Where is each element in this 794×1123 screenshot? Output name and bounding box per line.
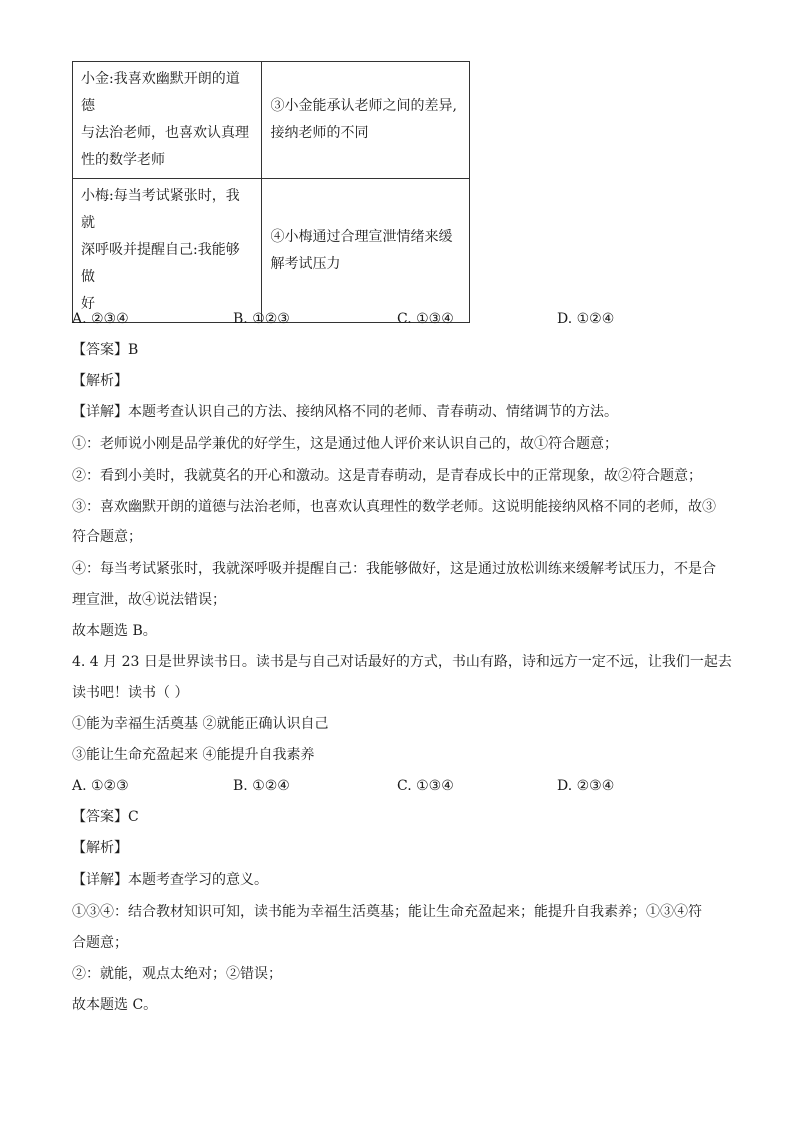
q4-statement-line: ③能让生命充盈起来 ④能提升自我素养 <box>72 747 315 763</box>
cell-text: 深呼吸并提醒自己:我能够做 <box>81 242 240 285</box>
q4-statement-line: ①能为幸福生活奠基 ②就能正确认识自己 <box>72 716 329 732</box>
q4-analysis-heading: 【解析】 <box>72 840 128 856</box>
cell-text: 好 <box>81 296 95 312</box>
q4-detail-line: 【详解】本题考查学习的意义。 <box>72 872 268 888</box>
q3-option-d: D. ①②④ <box>557 311 615 327</box>
cell-text: 小梅:每当考试紧张时，我就 <box>81 188 240 231</box>
cell-text: 接纳老师的不同 <box>270 125 369 141</box>
q3-detail-line: ③：喜欢幽默开朗的道德与法治老师，也喜欢认真理性的数学老师。这说明能接纳风格不同的老师，故③ <box>72 499 716 515</box>
q3-answer: 【答案】B <box>72 342 139 358</box>
table-cell <box>73 62 262 179</box>
q3-analysis-heading: 【解析】 <box>72 373 128 389</box>
table-row <box>73 179 470 323</box>
q3-option-a: A. ②③④ <box>72 311 129 327</box>
q4-answer: 【答案】C <box>72 809 139 825</box>
q4-detail-line: ②：就能，观点太绝对；②错误； <box>72 966 282 982</box>
q3-detail-line: ①：老师说小刚是品学兼优的好学生，这是通过他人评价来认识自己的，故①符合题意； <box>72 436 618 452</box>
q4-option-d: D. ②③④ <box>557 778 615 794</box>
q3-option-c: C. ①③④ <box>397 311 454 327</box>
q4-conclusion: 故本题选 C。 <box>72 997 158 1013</box>
q3-conclusion: 故本题选 B。 <box>72 623 157 639</box>
cell-text: 与法治老师，也喜欢认真理 <box>81 125 249 141</box>
q3-option-b: B. ①②③ <box>233 311 290 327</box>
table-cell <box>262 179 470 323</box>
cell-text: ④小梅通过合理宣泄情绪来缓 <box>270 228 453 245</box>
q3-detail-line: 理宣泄，故④说法错误； <box>72 592 226 608</box>
q4-stem-line: 读书吧！读书（ ） <box>72 685 189 701</box>
q3-detail-line: 符合题意； <box>72 529 142 545</box>
cell-text: ③小金能承认老师之间的差异, <box>270 98 457 114</box>
q4-option-b: B. ①②④ <box>233 778 290 794</box>
q4-detail-line: 合题意； <box>72 935 128 951</box>
table-row <box>73 62 470 179</box>
q4-stem-line: 4. 4 月 23 日是世界读书日。读书是与自己对话最好的方式，书山有路，诗和远方一定不远，让我们一起去 <box>72 654 732 670</box>
table-cell <box>73 179 262 323</box>
cell-text: 小金:我喜欢幽默开朗的道德 <box>81 71 240 114</box>
q4-detail-line: ①③④：结合教材知识可知，读书能为幸福生活奠基；能让生命充盈起来；能提升自我素养；①③④符 <box>72 904 702 920</box>
q4-option-a: A. ①②③ <box>72 778 129 794</box>
q3-detail-line: ②：看到小美时，我就莫名的开心和激动。这是青春萌动，是青春成长中的正常现象，故②符合题意； <box>72 468 702 484</box>
table-cell <box>262 62 470 179</box>
q4-option-c: C. ①③④ <box>397 778 454 794</box>
q3-detail-line: ④：每当考试紧张时，我就深呼吸并提醒自己：我能够做好，这是通过放松训练来缓解考试压力，不是合 <box>72 561 716 577</box>
question-table <box>72 61 470 323</box>
cell-text: 解考试压力 <box>270 255 341 272</box>
cell-text: 性的数学老师 <box>81 152 165 168</box>
q3-detail-line: 【详解】本题考查认识自己的方法、接纳风格不同的老师、青春萌动、情绪调节的方法。 <box>72 404 618 420</box>
